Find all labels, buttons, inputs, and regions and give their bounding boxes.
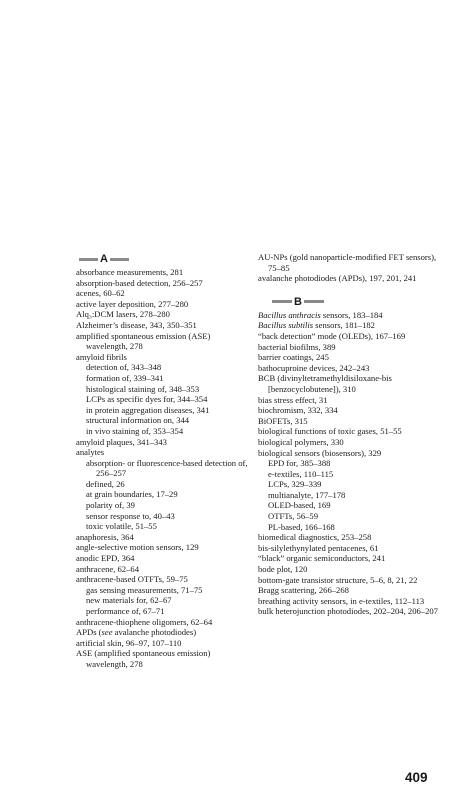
heading-rule [272, 300, 292, 303]
section-letter: B [294, 295, 302, 308]
index-entry: barrier coatings, 245 [258, 352, 329, 363]
index-subentry: polarity of, 39 [86, 500, 135, 511]
index-entry: amyloid plaques, 341–343 [76, 436, 167, 447]
index-entry: biochromism, 332, 334 [258, 405, 338, 416]
index-subentry: new materials for, 62–67 [86, 595, 172, 606]
index-entry: bathocuproine devices, 242–243 [258, 362, 370, 373]
index-entry: AU-NPs (gold nanoparticle-modified FET sensors), 75–85 [258, 252, 437, 273]
index-entry: Alzheimer’s disease, 343, 350–351 [76, 319, 197, 330]
index-subentry: OLED-based, 169 [268, 500, 331, 511]
index-entry: anthracene-thiophene oligomers, 62–64 [76, 616, 213, 627]
index-subentry: PL-based, 166–168 [268, 521, 335, 532]
heading-rule [79, 258, 98, 261]
index-entry: absorbance measurements, 281 [76, 267, 184, 277]
index-column-right [258, 252, 438, 617]
index-entry: Bragg scattering, 266–268 [258, 585, 349, 596]
index-entry: anodic EPD, 364 [76, 553, 135, 564]
index-entry: angle-selective motion sensors, 129 [76, 542, 199, 553]
index-entry: amplified spontaneous emission (ASE) wavelength, 278 [76, 330, 211, 352]
index-entry: “black” organic semiconductors, 241 [258, 553, 386, 564]
index-subentry: absorption- or fluorescence-based detection of, 256–257 [86, 457, 248, 479]
index-entry: anthracene, 62–64 [76, 563, 139, 574]
index-entry: avalanche photodiodes (APDs), 197, 201, 241 [258, 273, 417, 284]
index-entry: absorption-based detection, 256–257 [76, 277, 203, 288]
heading-rule [110, 258, 129, 261]
index-subentry: toxic volatile, 51–55 [86, 521, 157, 532]
index-entry: analytes [76, 447, 105, 458]
index-subentry: formation of, 339–341 [86, 372, 164, 383]
index-subentry: detection of, 343–348 [86, 362, 162, 373]
index-entry: Bacillus subtilis sensors, 181–182 [258, 320, 375, 331]
index-subentry: in vivo staining of, 353–354 [86, 425, 184, 436]
index-subentry: LCPs, 329–339 [268, 479, 322, 490]
index-entry: Bacillus anthracis sensors, 183–184 [258, 309, 383, 320]
index-entry: ASE (amplified spontaneous emission) wavelength, 278 [76, 648, 211, 669]
index-entry: bode plot, 120 [258, 564, 308, 575]
index-subentry: sensor response to, 40–43 [86, 510, 175, 521]
index-entry: breathing activity sensors, in e-textiles, 112–113 [258, 595, 425, 606]
index-entry: biological functions of toxic gases, 51–55 [258, 426, 402, 437]
index-subentry: EPD for, 385–388 [268, 458, 331, 469]
index-subentry: defined, 26 [86, 478, 125, 489]
index-subentry: OTFTs, 56–59 [268, 511, 319, 522]
index-subentry: structural information on, 344 [86, 415, 190, 426]
index-entry: amyloid fibrils [76, 351, 127, 362]
page-number: 409 [405, 770, 428, 785]
index-entry: bulk heterojunction photodiodes, 202–204, 206–207 [258, 606, 438, 617]
index-entry: artificial skin, 96–97, 107–110 [76, 637, 182, 648]
index-subentry: at grain boundaries, 17–29 [86, 489, 178, 500]
index-column-left [76, 252, 248, 670]
index-subentry: performance of, 67–71 [86, 606, 165, 616]
section-heading [79, 252, 248, 266]
index-entry: biological sensors (biosensors), 329 [258, 447, 382, 458]
index-subentry: gas sensing measurements, 71–75 [86, 584, 203, 595]
index-entry: anthracene-based OTFTs, 59–75 [76, 574, 188, 585]
section-heading [272, 295, 438, 309]
index-entry: Alq₃:DCM lasers, 278–280 [76, 309, 170, 320]
section-letter: A [100, 253, 108, 265]
index-subentry: histological staining of, 348–353 [86, 383, 200, 394]
index-subentry: in protein aggregation diseases, 341 [86, 404, 210, 415]
index-entry: BiOFETs, 315 [258, 415, 308, 426]
index-subentry: LCPs as specific dyes for, 344–354 [86, 394, 208, 405]
heading-rule [304, 300, 324, 303]
index-entry: bis-silylethynylated pentacenes, 61 [258, 542, 379, 553]
index-entry: APDs (see avalanche photodiodes) [76, 627, 197, 638]
index-subentry: multianalyte, 177–178 [268, 489, 346, 500]
index-entry: active layer deposition, 277–280 [76, 298, 189, 309]
index-entry: biomedical diagnostics, 253–258 [258, 532, 372, 543]
index-entry: biological polymers, 330 [258, 436, 344, 447]
index-entry: acenes, 60–62 [76, 288, 125, 299]
index-entry: bacterial biofilms, 389 [258, 341, 336, 352]
index-entry: bottom-gate transistor structure, 5–6, 8, 21, 22 [258, 574, 418, 585]
index-entry: bias stress effect, 31 [258, 394, 328, 405]
index-entry: BCB (divinyltetramethyldisiloxane-bis [benzocyclobutene]), 310 [258, 373, 392, 394]
index-entry: anaphoresis, 364 [76, 531, 134, 542]
index-subentry: e-textiles, 110–115 [268, 468, 334, 479]
index-entry: “back detection” mode (OLEDs), 167–169 [258, 330, 406, 341]
